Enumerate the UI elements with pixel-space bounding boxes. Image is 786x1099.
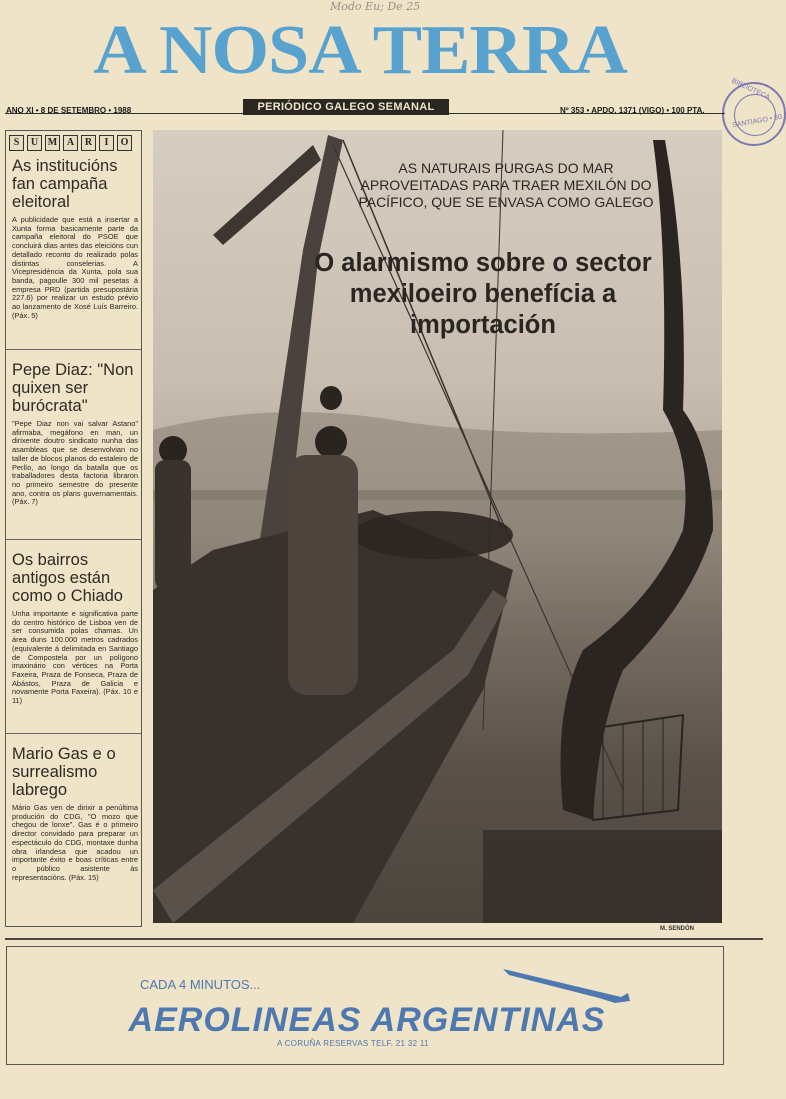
date-line: ANO XI • 8 DE SETEMBRO • 1988 xyxy=(6,106,132,115)
stamp-text-top: BIBLIOTECA xyxy=(730,77,771,102)
masthead-title: A NOSA TERRA xyxy=(93,11,627,89)
ad-contact: A CORUÑA RESERVAS TELF. 21 32 11 xyxy=(277,1039,429,1048)
cover-kicker: AS NATURAIS PURGAS DO MAR APROVEITADAS PARA TRAER MEXILÓN DO PACÍFICO, QUE SE ENVASA COMO GALEGO xyxy=(358,160,654,210)
issue-line: Nº 353 • APDO. 1371 (VIGO) • 100 PTA. xyxy=(560,106,705,115)
sumario-letter: U xyxy=(27,135,42,151)
cover-photo xyxy=(153,130,722,923)
sumario-item-title: Os bairros antigos están como o Chiado xyxy=(12,551,123,605)
sumario-item[interactable] xyxy=(12,745,138,882)
cover-headline[interactable]: O alarmismo sobre o sector mexiloeiro benefícia a importación xyxy=(314,249,652,339)
ad-tagline: CADA 4 MINUTOS... xyxy=(140,977,261,992)
library-stamp xyxy=(722,77,786,146)
sumario-item-body: A publicidade que está a insertar a Xunta forma basicamente parte da campaña eleitoral do PSOE que concluirá dias antes das eleicións cun detallado reconto do realizado polas distintas conselerias. A Vicepresidéncia da Xunta, pola sua banda, pagoulle 300 mil pesetas á empresa PRD (partida presupostária 227.6) por realizar un estudo prévio ao lanzamento de Xosé Luís Barreiro. (Páx. 5) xyxy=(12,215,138,320)
sumario-divider xyxy=(6,349,141,350)
handwritten-note: Modo Eu; De 25 xyxy=(330,0,421,13)
sumario-letter: I xyxy=(99,135,114,151)
sumario-item[interactable] xyxy=(12,361,138,507)
sumario-item-body: Mário Gas ven de dirixir a penúltima produción do CDG, "O mozo que chegou de lonxe". Gas é o primeiro director convidado para preparar un espectáculo do CDG, montaxe dunha obra irlandesa que acadou un importante éxito e boas críticas entre o público asistente ás representacións. (Páx. 15) xyxy=(12,803,138,882)
sumario-letter: O xyxy=(117,135,132,151)
advertisement[interactable] xyxy=(6,946,724,1065)
sumario-item-title: Pepe Diaz: "Non quixen ser burócrata" xyxy=(12,361,134,415)
sumario-item-title: As institucións fan campaña eleitoral xyxy=(12,157,118,211)
airline-logo-icon xyxy=(503,957,633,1003)
sumario-item-body: "Pepe Diaz non vai salvar Astano" afirmaba, megáfono en man, un dirixente doutro sindicato nunha das asambleas que se desenvolvian no taller de blocos planos do estaleiro de Perlío, ao longo da batalla que os traballadores desta factoria libraron no primeiro semestre do presente ano, contra os plans guvernamentais. (Páx. 7) xyxy=(12,419,138,507)
sumario-item-title: Mario Gas e o surrealismo labrego xyxy=(12,745,116,799)
sumario-letter: A xyxy=(63,135,78,151)
sumario-divider xyxy=(6,733,141,734)
sumario-item[interactable] xyxy=(12,157,138,320)
sumario-letter: M xyxy=(45,135,60,151)
sumario-heading xyxy=(9,135,132,151)
sumario-letter: S xyxy=(9,135,24,151)
sumario-letter: R xyxy=(81,135,96,151)
sumario-divider xyxy=(6,539,141,540)
stamp-text-bottom: SANTIAGO • 80 xyxy=(731,113,783,130)
sumario-item-body: Unha importante e significativa parte do centro histórico de Lisboa ven de ser consumida polas chamas. Un área duns 100.000 metros cadrados (equivalente á delimitada en Santiago de Compostela por un polígono imaxinário con vértices na Porta Faxeira, Praza de Fonseca, Praza de Abástos, Praza de Galicia e novamente Porta Faxeira). (Páx. 10 e 11) xyxy=(12,609,138,706)
sumario-sidebar xyxy=(5,130,142,927)
masthead-subtitle: PERIÓDICO GALEGO SEMANAL xyxy=(243,99,449,115)
sumario-item[interactable] xyxy=(12,551,138,706)
photo-credit: M. SENDÓN xyxy=(660,926,695,932)
ad-rule xyxy=(5,938,763,940)
ad-brand: AEROLINEAS ARGENTINAS xyxy=(128,1001,606,1039)
